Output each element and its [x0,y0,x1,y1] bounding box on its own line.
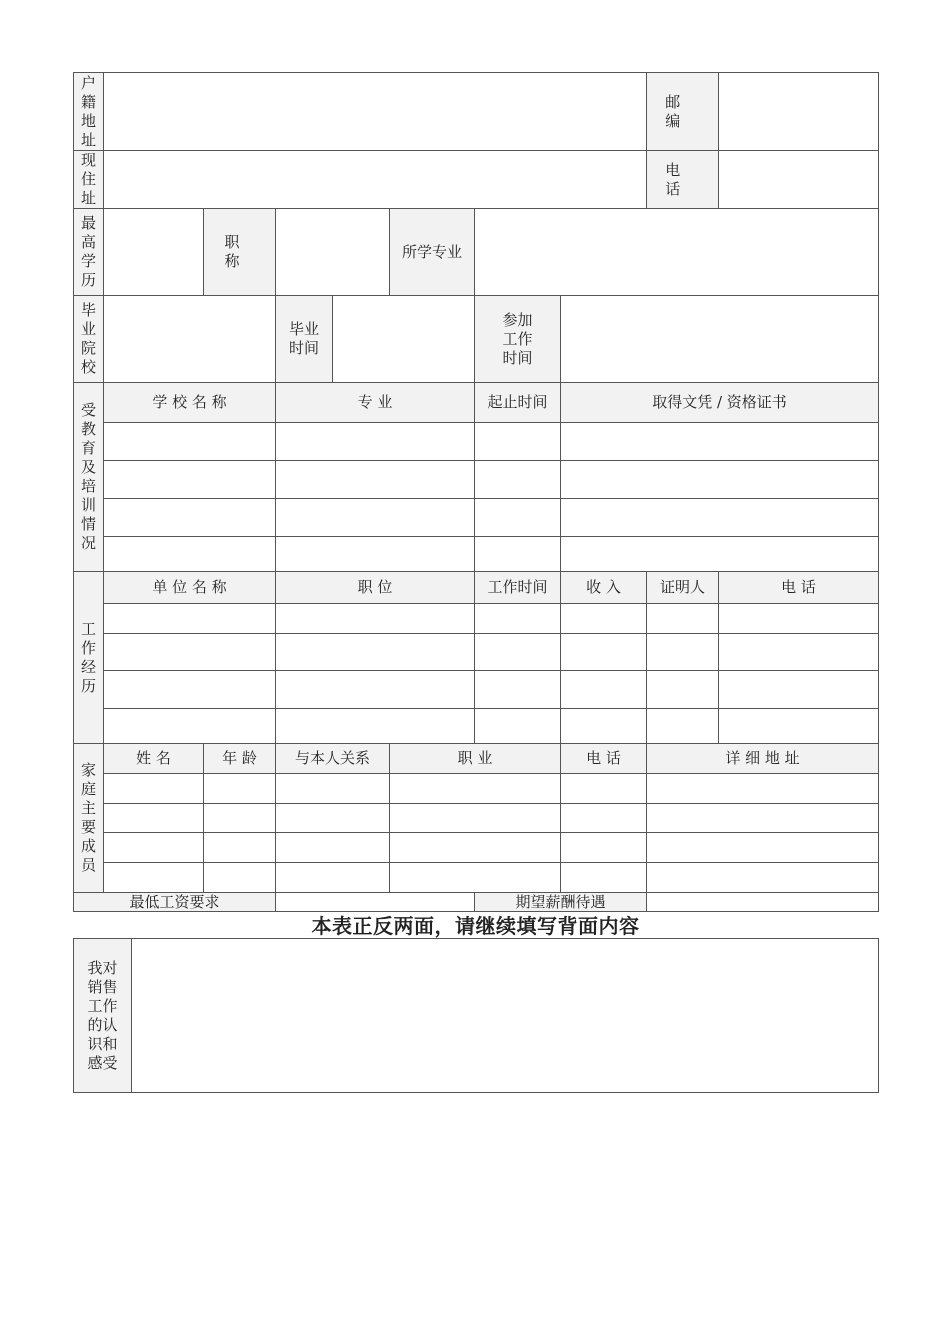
training-period-cell[interactable] [475,423,561,461]
family-relation-cell[interactable] [276,833,390,863]
highest-education-field[interactable] [104,209,204,296]
work-phone-cell[interactable] [719,634,879,671]
postcode-label: 邮 编 [647,73,719,151]
family-address-cell[interactable] [647,774,879,804]
work-period-cell[interactable] [475,604,561,634]
work-header-phone: 电 话 [719,572,879,604]
family-age-cell[interactable] [204,804,276,833]
table-row [74,423,879,461]
work-position-cell[interactable] [276,671,475,709]
work-income-cell[interactable] [561,634,647,671]
work-income-cell[interactable] [561,671,647,709]
work-header-position: 职 位 [276,572,475,604]
training-period-cell[interactable] [475,461,561,499]
work-reference-cell[interactable] [647,604,719,634]
graduated-school-field[interactable] [104,296,276,383]
training-header-school: 学 校 名 称 [104,383,276,423]
family-occupation-cell[interactable] [390,833,561,863]
family-phone-cell[interactable] [561,804,647,833]
phone-field[interactable] [719,151,879,209]
min-salary-field[interactable] [276,893,475,912]
major-label: 所学专业 [390,209,475,296]
household-address-field[interactable] [104,73,647,151]
work-position-cell[interactable] [276,709,475,744]
work-header-company: 单 位 名 称 [104,572,276,604]
family-occupation-cell[interactable] [390,774,561,804]
phone-label: 电 话 [647,151,719,209]
postcode-field[interactable] [719,73,879,151]
training-certificate-cell[interactable] [561,499,879,537]
work-phone-cell[interactable] [719,709,879,744]
work-header-period: 工作时间 [475,572,561,604]
family-header-occupation: 职 业 [390,744,561,774]
back-side-table [73,938,879,1093]
training-certificate-cell[interactable] [561,461,879,499]
household-address-label: 户籍地址 [74,73,104,151]
training-major-cell[interactable] [276,423,475,461]
title-label: 职 称 [204,209,276,296]
expected-salary-label: 期望薪酬待遇 [475,893,647,912]
family-relation-cell[interactable] [276,863,390,893]
table-row [74,537,879,572]
family-age-cell[interactable] [204,863,276,893]
family-section-label: 家庭主要成员 [74,744,104,893]
work-income-cell[interactable] [561,604,647,634]
family-header-name: 姓 名 [104,744,204,774]
family-phone-cell[interactable] [561,833,647,863]
family-address-cell[interactable] [647,804,879,833]
current-address-field[interactable] [104,151,647,209]
family-phone-cell[interactable] [561,774,647,804]
work-period-cell[interactable] [475,709,561,744]
training-school-cell[interactable] [104,423,276,461]
family-relation-cell[interactable] [276,774,390,804]
training-certificate-cell[interactable] [561,423,879,461]
training-major-cell[interactable] [276,499,475,537]
training-major-cell[interactable] [276,461,475,499]
work-header-income: 收 入 [561,572,647,604]
graduation-time-label: 毕业时间 [276,296,333,383]
major-field[interactable] [475,209,879,296]
family-header-age: 年 龄 [204,744,276,774]
training-certificate-cell[interactable] [561,537,879,572]
work-period-cell[interactable] [475,671,561,709]
family-header-relation: 与本人关系 [276,744,390,774]
family-occupation-cell[interactable] [390,804,561,833]
work-start-time-label: 参加工作时间 [475,296,561,383]
work-header-reference: 证明人 [647,572,719,604]
table-row [74,499,879,537]
table-row [74,461,879,499]
work-period-cell[interactable] [475,634,561,671]
double-sided-notice: 本表正反两面，请继续填写背面内容 [311,914,640,938]
expected-salary-field[interactable] [647,893,879,912]
work-reference-cell[interactable] [647,671,719,709]
family-occupation-cell[interactable] [390,863,561,893]
table-row [74,671,879,709]
family-header-address: 详 细 地 址 [647,744,879,774]
training-school-cell[interactable] [104,499,276,537]
family-address-cell[interactable] [647,833,879,863]
graduation-time-field[interactable] [333,296,475,383]
training-period-cell[interactable] [475,499,561,537]
family-name-cell[interactable] [104,774,204,804]
table-row [74,833,879,863]
sales-understanding-label: 我对销售工作的认识和感受 [74,939,132,1093]
training-major-cell[interactable] [276,537,475,572]
work-reference-cell[interactable] [647,634,719,671]
table-row [74,634,879,671]
work-phone-cell[interactable] [719,604,879,634]
work-reference-cell[interactable] [647,709,719,744]
table-row [74,709,879,744]
training-header-period: 起止时间 [475,383,561,423]
training-header-certificate: 取得文凭 / 资格证书 [561,383,879,423]
min-salary-label: 最低工资要求 [74,893,276,912]
work-phone-cell[interactable] [719,671,879,709]
family-phone-cell[interactable] [561,863,647,893]
work-income-cell[interactable] [561,709,647,744]
sales-understanding-field[interactable] [132,939,879,1093]
family-address-cell[interactable] [647,863,879,893]
work-company-cell[interactable] [104,709,276,744]
application-form-table [73,72,879,912]
highest-education-label: 最高学历 [74,209,104,296]
family-name-cell[interactable] [104,863,204,893]
family-name-cell[interactable] [104,804,204,833]
title-field[interactable] [276,209,390,296]
work-company-cell[interactable] [104,671,276,709]
table-row [74,863,879,893]
work-position-cell[interactable] [276,634,475,671]
work-company-cell[interactable] [104,604,276,634]
training-section-label: 受教育及培训情况 [74,383,104,572]
training-school-cell[interactable] [104,537,276,572]
table-row [74,804,879,833]
training-header-major: 专 业 [276,383,475,423]
work-section-label: 工作经历 [74,572,104,744]
table-row [74,774,879,804]
family-relation-cell[interactable] [276,804,390,833]
work-position-cell[interactable] [276,604,475,634]
work-start-time-field[interactable] [561,296,879,383]
family-name-cell[interactable] [104,833,204,863]
family-age-cell[interactable] [204,774,276,804]
family-age-cell[interactable] [204,833,276,863]
training-school-cell[interactable] [104,461,276,499]
table-row [74,604,879,634]
training-period-cell[interactable] [475,537,561,572]
family-header-phone: 电 话 [561,744,647,774]
work-company-cell[interactable] [104,634,276,671]
graduated-school-label: 毕业院校 [74,296,104,383]
current-address-label: 现住址 [74,151,104,209]
